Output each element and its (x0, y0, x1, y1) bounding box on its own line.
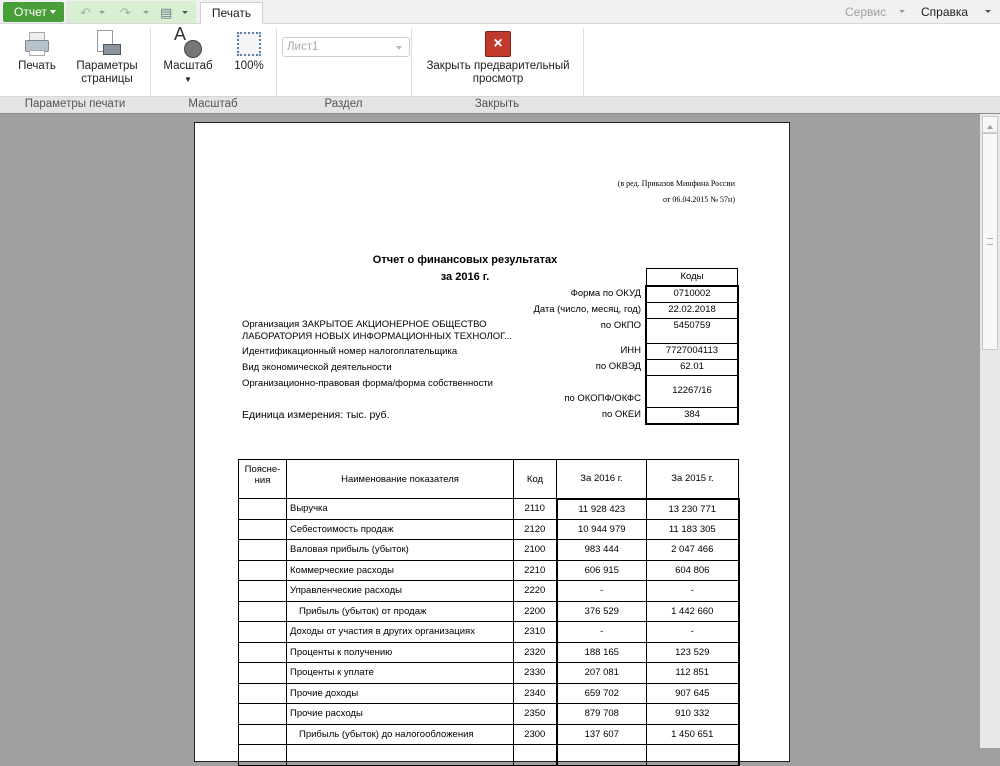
table-row (239, 540, 739, 561)
chevron-down-icon (396, 46, 402, 53)
code-cell: 2110 (514, 499, 557, 520)
code-value: 0710002 (647, 287, 737, 303)
code-value: 7727004113 (647, 344, 737, 360)
explanation-cell (239, 560, 287, 581)
indicator-name: Выручка (287, 499, 514, 520)
value-2016: - (557, 581, 647, 602)
code-value: 22.02.2018 (647, 303, 737, 319)
code-cell: 2120 (514, 519, 557, 540)
indicator-name: Управленческие расходы (287, 581, 514, 602)
table-row (239, 499, 739, 520)
legal-form-label: Организационно-правовая форма/форма собственности (242, 378, 493, 389)
table-header-row (239, 460, 739, 499)
redo-icon[interactable]: ↷ (120, 5, 131, 20)
note-text: от 06.04.2015 № 57н) (663, 195, 735, 204)
code-cell: 2350 (514, 704, 557, 725)
unit-label: Единица измерения: тыс. руб. (242, 409, 390, 421)
table-row (239, 704, 739, 725)
indicator-name: Прочие доходы (287, 683, 514, 704)
explanation-cell (239, 683, 287, 704)
code-label: по ОКПО (600, 320, 641, 331)
scale-icon: A (174, 30, 202, 58)
codes-box (645, 285, 739, 425)
value-2015: 13 230 771 (647, 499, 739, 520)
scroll-up-button[interactable] (982, 116, 998, 133)
chevron-down-icon[interactable] (143, 11, 149, 17)
value-2015: 11 183 305 (647, 519, 739, 540)
inn-label: Идентификационный номер налогоплательщика (242, 346, 458, 357)
explanation-cell (239, 581, 287, 602)
indicator-name: Доходы от участия в других организациях (287, 622, 514, 643)
tab-print[interactable]: Печать (200, 2, 263, 25)
code-cell: 2320 (514, 642, 557, 663)
table-row (239, 642, 739, 663)
page-setup-button[interactable]: Параметры страницы (70, 30, 144, 86)
group-label: Закрыть (474, 98, 520, 110)
menu-bar (0, 0, 1000, 24)
value-2016: 659 702 (557, 683, 647, 704)
explanation-cell (239, 499, 287, 520)
code-cell: 2330 (514, 663, 557, 684)
code-cell: 2210 (514, 560, 557, 581)
explanation-cell (239, 724, 287, 745)
sheet-select[interactable]: Лист1 (282, 37, 410, 57)
code-cell: 2100 (514, 540, 557, 561)
table-row (239, 581, 739, 602)
value-2016: - (557, 622, 647, 643)
table-row (239, 724, 739, 745)
close-icon: × (484, 30, 512, 58)
indicator-name: Себестоимость продаж (287, 519, 514, 540)
explanation-cell (239, 642, 287, 663)
chevron-down-icon[interactable] (182, 11, 188, 17)
code-value: 384 (684, 409, 700, 420)
report-page (194, 122, 790, 762)
codes-header: Коды (646, 268, 738, 286)
code-label: по ОКВЭД (595, 361, 641, 372)
code-cell: 2340 (514, 683, 557, 704)
vertical-scrollbar[interactable] (980, 114, 1000, 748)
value-2016: 606 915 (557, 560, 647, 581)
value-2016: 10 944 979 (557, 519, 647, 540)
financial-results-table (238, 459, 740, 766)
close-preview-button[interactable]: × Закрыть предварительный просмотр (416, 30, 580, 86)
print-button[interactable]: Печать (12, 30, 62, 73)
value-2015: 112 851 (647, 663, 739, 684)
header-cell: Поясне-ния (239, 460, 287, 499)
code-label: Дата (число, месяц, год) (533, 304, 641, 315)
value-2015: 910 332 (647, 704, 739, 725)
report-title: Отчет о финансовых результатах (372, 254, 558, 266)
explanation-cell (239, 622, 287, 643)
value-2015: 907 645 (647, 683, 739, 704)
value-2016: 376 529 (557, 601, 647, 622)
table-row (239, 601, 739, 622)
explanation-cell (239, 601, 287, 622)
header-cell: За 2016 г. (557, 460, 647, 499)
quick-access-toolbar (66, 1, 196, 23)
scale-button[interactable]: A Масштаб ▼ (163, 24, 213, 84)
header-cell: Код (514, 460, 557, 499)
menu-service[interactable]: Сервис (845, 5, 887, 19)
value-2015: 1 450 651 (647, 724, 739, 745)
chevron-down-icon[interactable] (899, 10, 905, 16)
code-value: 12267/16 (647, 376, 737, 408)
value-2015: 123 529 (647, 642, 739, 663)
indicator-name: Валовая прибыль (убыток) (287, 540, 514, 561)
value-2015: - (647, 622, 739, 643)
menu-help[interactable]: Справка (921, 5, 969, 19)
code-value: 62.01 (647, 360, 737, 376)
value-2016: 188 165 (557, 642, 647, 663)
organization-name: ЛАБОРАТОРИЯ НОВЫХ ИНФОРМАЦИОННЫХ ТЕХНОЛОГ... (242, 331, 513, 342)
code-label: ИНН (620, 345, 641, 356)
group-label: Раздел (324, 98, 363, 110)
group-label: Масштаб (188, 98, 238, 110)
code-cell: 2310 (514, 622, 557, 643)
organization-name: Организация ЗАКРЫТОЕ АКЦИОНЕРНОЕ ОБЩЕСТВО (242, 319, 487, 330)
printer-icon[interactable]: ▤ (160, 5, 173, 20)
header-cell: За 2015 г. (647, 460, 739, 499)
code-label: Форма по ОКУД (570, 288, 641, 299)
scrollbar-thumb[interactable] (982, 133, 998, 350)
chevron-down-icon[interactable] (99, 11, 105, 17)
value-2015: 1 442 660 (647, 601, 739, 622)
report-menu-button[interactable]: Отчет (3, 2, 64, 22)
indicator-name: Прибыль (убыток) до налогообложения (287, 724, 514, 745)
table-row (239, 683, 739, 704)
indicator-name: Коммерческие расходы (287, 560, 514, 581)
explanation-cell (239, 519, 287, 540)
value-2016: 207 081 (557, 663, 647, 684)
chevron-down-icon (50, 10, 56, 17)
value-2015: - (647, 581, 739, 602)
indicator-name: Прочие расходы (287, 704, 514, 725)
code-value: 5450759 (647, 319, 737, 344)
indicator-name: Проценты к уплате (287, 663, 514, 684)
fit-page-icon (235, 30, 263, 58)
activity-label: Вид экономической деятельности (242, 362, 392, 373)
undo-icon[interactable]: ↶ (80, 5, 91, 20)
code-cell: 2220 (514, 581, 557, 602)
report-period: за 2016 г. (440, 271, 490, 283)
zoom-100-button[interactable]: 100% (228, 30, 270, 73)
chevron-down-icon[interactable] (985, 10, 991, 16)
table-row (239, 622, 739, 643)
indicator-name: Проценты к получению (287, 642, 514, 663)
explanation-cell (239, 540, 287, 561)
code-cell: 2300 (514, 724, 557, 745)
code-label: по ОКЕИ (601, 409, 641, 420)
value-2016: 11 928 423 (557, 499, 647, 520)
page-setup-icon (93, 30, 121, 58)
printer-icon (23, 30, 51, 58)
value-2016: 137 607 (557, 724, 647, 745)
indicator-name: Прибыль (убыток) от продаж (287, 601, 514, 622)
header-cell: Наименование показателя (287, 460, 514, 499)
ribbon-group-labels (0, 96, 1000, 114)
group-label: Параметры печати (24, 98, 126, 110)
chevron-down-icon: ▼ (184, 75, 192, 84)
table-row (239, 519, 739, 540)
table-row (239, 663, 739, 684)
value-2016: 983 444 (557, 540, 647, 561)
note-text: (в ред. Приказов Минфина России (617, 179, 735, 188)
value-2016: 879 708 (557, 704, 647, 725)
explanation-cell (239, 663, 287, 684)
explanation-cell (239, 704, 287, 725)
value-2015: 2 047 466 (647, 540, 739, 561)
code-label: по ОКОПФ/ОКФС (564, 393, 641, 404)
code-cell: 2200 (514, 601, 557, 622)
table-row (239, 560, 739, 581)
value-2015: 604 806 (647, 560, 739, 581)
